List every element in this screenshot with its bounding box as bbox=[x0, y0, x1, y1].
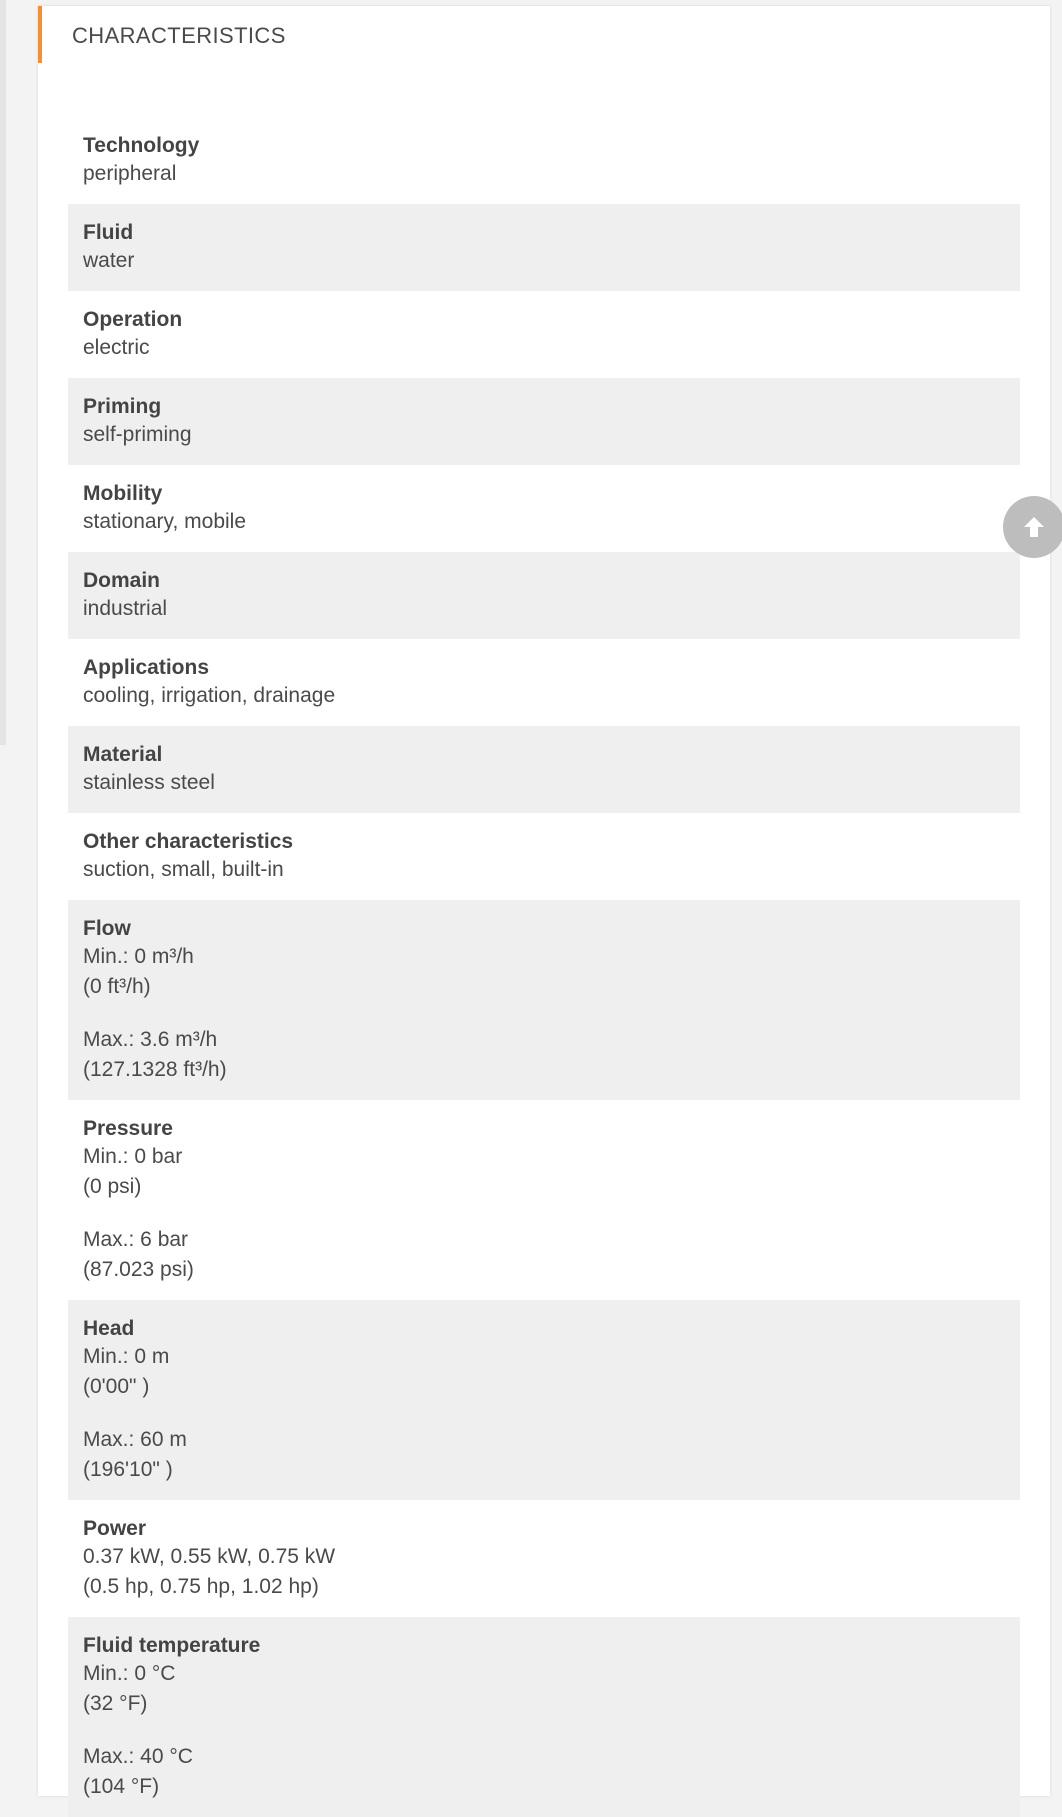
row-label: Domain bbox=[83, 569, 161, 592]
page-edge-shade bbox=[0, 0, 6, 745]
row-label: Fluid bbox=[83, 221, 134, 244]
scroll-to-top-button[interactable] bbox=[1003, 496, 1062, 558]
row-pressure bbox=[68, 1100, 1020, 1300]
min-value: Min.: 0 m bbox=[83, 1345, 170, 1368]
row-value bbox=[83, 507, 1005, 537]
row-value bbox=[83, 1659, 1005, 1802]
row-head bbox=[68, 1300, 1020, 1500]
row-technology bbox=[68, 117, 1020, 204]
value-line: electric bbox=[83, 336, 150, 359]
row-label: Head bbox=[83, 1317, 135, 1340]
min-value-imperial: (0'00" ) bbox=[83, 1375, 150, 1398]
row-label: Priming bbox=[83, 395, 162, 418]
row-label: Mobility bbox=[83, 482, 163, 505]
section-title: CHARACTERISTICS bbox=[72, 23, 286, 48]
row-value bbox=[83, 942, 1005, 1085]
row-label: Applications bbox=[83, 656, 210, 679]
value-line: industrial bbox=[83, 597, 168, 620]
value-line: self-priming bbox=[83, 423, 192, 446]
min-value: Min.: 0 °C bbox=[83, 1662, 176, 1685]
max-value-imperial: (127.1328 ft³/h) bbox=[83, 1058, 227, 1081]
row-value bbox=[83, 1542, 1005, 1602]
row-label: Material bbox=[83, 743, 163, 766]
value-line: peripheral bbox=[83, 162, 177, 185]
row-value bbox=[83, 855, 1005, 885]
row-power bbox=[68, 1500, 1020, 1617]
value-line: cooling, irrigation, drainage bbox=[83, 684, 336, 707]
max-value-imperial: (87.023 psi) bbox=[83, 1258, 194, 1281]
row-value bbox=[83, 594, 1005, 624]
row-priming bbox=[68, 378, 1020, 465]
row-mobility bbox=[68, 465, 1020, 552]
min-value: Min.: 0 m³/h bbox=[83, 945, 194, 968]
max-value-imperial: (196'10" ) bbox=[83, 1458, 173, 1481]
row-material bbox=[68, 726, 1020, 813]
row-value bbox=[83, 1342, 1005, 1485]
row-fluid-temperature bbox=[68, 1617, 1020, 1817]
row-value bbox=[83, 1142, 1005, 1285]
section-header bbox=[38, 6, 1050, 63]
min-value-imperial: (0 psi) bbox=[83, 1175, 142, 1198]
row-value bbox=[83, 768, 1005, 798]
row-label: Fluid temperature bbox=[83, 1634, 261, 1657]
max-value: Max.: 3.6 m³/h bbox=[83, 1028, 218, 1051]
row-value bbox=[83, 420, 1005, 450]
max-value: Max.: 60 m bbox=[83, 1428, 187, 1451]
row-flow bbox=[68, 900, 1020, 1100]
max-value: Max.: 6 bar bbox=[83, 1228, 189, 1251]
row-fluid bbox=[68, 204, 1020, 291]
min-value: Min.: 0 bar bbox=[83, 1145, 183, 1168]
value-line: suction, small, built-in bbox=[83, 858, 284, 881]
row-label: Flow bbox=[83, 917, 131, 940]
row-label: Power bbox=[83, 1517, 147, 1540]
row-domain bbox=[68, 552, 1020, 639]
arrow-up-icon bbox=[1021, 514, 1047, 540]
row-value bbox=[83, 333, 1005, 363]
row-operation bbox=[68, 291, 1020, 378]
row-value bbox=[83, 681, 1005, 711]
row-other-characteristics bbox=[68, 813, 1020, 900]
row-applications bbox=[68, 639, 1020, 726]
min-value-imperial: (0 ft³/h) bbox=[83, 975, 151, 998]
value-line: stainless steel bbox=[83, 771, 215, 794]
value-line-imperial: (0.5 hp, 0.75 hp, 1.02 hp) bbox=[83, 1575, 319, 1598]
row-label: Technology bbox=[83, 134, 200, 157]
value-line: stationary, mobile bbox=[83, 510, 247, 533]
row-label: Pressure bbox=[83, 1117, 173, 1140]
characteristics-panel bbox=[38, 6, 1050, 1796]
row-value bbox=[83, 246, 1005, 276]
max-value-imperial: (104 °F) bbox=[83, 1775, 160, 1798]
value-line: water bbox=[83, 249, 135, 272]
value-line: 0.37 kW, 0.55 kW, 0.75 kW bbox=[83, 1545, 336, 1568]
min-value-imperial: (32 °F) bbox=[83, 1692, 148, 1715]
row-label: Operation bbox=[83, 308, 183, 331]
row-label: Other characteristics bbox=[83, 830, 294, 853]
max-value: Max.: 40 °C bbox=[83, 1745, 193, 1768]
characteristics-list bbox=[68, 117, 1020, 1817]
row-value bbox=[83, 159, 1005, 189]
